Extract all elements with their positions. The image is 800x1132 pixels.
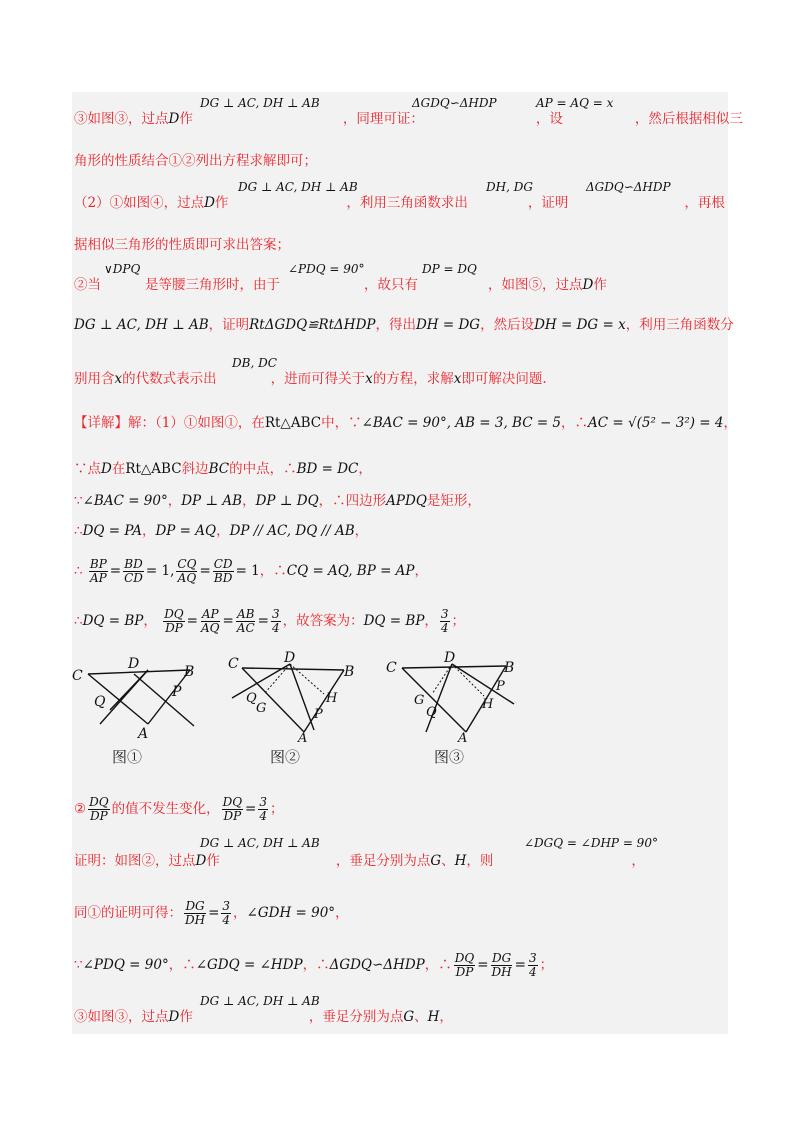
- text-line-7: 别用含x的代数式表示出 ，进而可得关于x的方程，求解x即可解决问题.: [74, 371, 547, 387]
- math-similar-2: ΔGDQ∽ΔHDP: [586, 180, 671, 194]
- math-angle-pdq: ∠PDQ = 90°: [288, 262, 365, 276]
- svg-text:B: B: [344, 664, 355, 680]
- svg-text:D: D: [128, 656, 140, 672]
- text-line-2: 角形的性质结合①②列出方程求解即可；: [74, 153, 317, 169]
- svg-text:Q: Q: [426, 705, 437, 720]
- text-line-8: 【详解】解：（1）①如图①，在Rt△ABC中，∵∠BAC = 90°, AB = 3, BC = 5，∴AC = √(5² − 3²) = 4，: [74, 415, 738, 431]
- math-perp-3: DG ⊥ AC, DH ⊥ AB: [200, 836, 320, 850]
- math-similar-1: ΔGDQ∽ΔHDP: [412, 96, 497, 110]
- text-line-3: （2）①如图④，过点D作 ，利用三角函数求出 ，证明 ，再根: [74, 195, 725, 211]
- figure-3-caption: 图③: [434, 748, 465, 766]
- math-triangle-dpq: ∨DPQ: [104, 262, 141, 276]
- svg-text:A: A: [458, 731, 468, 742]
- text-line-17: ∵∠PDQ = 90°，∴∠GDQ = ∠HDP，∴ΔGDQ∽ΔHDP，∴ $\frac{DQ}{DP}$ = $\frac{DG}{DH}$ = $\frac{3}{4}$ ；: [74, 951, 554, 979]
- text-line-14: ② $\frac{DQ}{DP}$ 的值不发生变化， $\frac{DQ}{DP}$ = $\frac{3}{4}$ ；: [74, 795, 284, 823]
- figure-2: [220, 650, 360, 742]
- text-line-12: ∴ $\frac{BP}{AP}$ = $\frac{BD}{CD}$ = 1, $\frac{CQ}{AQ}$ = $\frac{CD}{BD}$ = 1，∴CQ = AQ, BP = AP，: [74, 557, 429, 585]
- frac-cd-bd: $\frac{CD}{BD}$: [213, 557, 233, 585]
- text-line-5: ②当 是等腰三角形时，由于 ，故只有 ，如图⑤，过点D作: [74, 277, 607, 293]
- math-dp-dq: DP = DQ: [422, 262, 477, 276]
- math-db-dc: DB, DC: [232, 356, 277, 370]
- svg-text:C: C: [72, 668, 83, 684]
- text-line-1: ③如图③，过点D作 ，同理可证： ，设 ，然后根据相似三: [74, 111, 743, 127]
- math-perp-2: DG ⊥ AC, DH ⊥ AB: [238, 180, 358, 194]
- math-equal-1: AP = AQ = x: [536, 96, 614, 110]
- svg-text:H: H: [482, 697, 494, 712]
- text-line-9: ∵点D在Rt△ABC斜边BC的中点，∴BD = DC，: [74, 461, 372, 477]
- frac-bd-cd: $\frac{BD}{CD}$: [124, 557, 143, 585]
- frac-cq-aq: $\frac{CQ}{AQ}$: [177, 557, 197, 585]
- math-perp-1: DG ⊥ AC, DH ⊥ AB: [200, 96, 320, 110]
- figure-2-caption: 图②: [270, 748, 301, 766]
- svg-text:P: P: [314, 707, 323, 722]
- text-line-18: ③如图③，过点D作 ，垂足分别为点G、H，: [74, 1009, 453, 1025]
- svg-text:B: B: [504, 660, 515, 676]
- figure-1-caption: 图①: [112, 748, 143, 766]
- figure-3: [382, 650, 522, 742]
- math-right-angles: ∠DGQ = ∠DHP = 90°: [524, 836, 658, 850]
- text-line-13: ∴DQ = BP， $\frac{DQ}{DP}$ = $\frac{AP}{AQ}$ = $\frac{AB}{AC}$ = $\frac{3}{4}$ ，故答案为：DQ = BP， $\frac{3}{4}$ ；: [74, 607, 466, 635]
- text-line-4: 据相似三角形的性质即可求出答案；: [74, 237, 290, 253]
- text-line-6: DG ⊥ AC, DH ⊥ AB，证明RtΔGDQ≌RtΔHDP，得出DH = DG，然后设DH = DG = x，利用三角函数分: [74, 317, 734, 333]
- math-perp-4: DG ⊥ AC, DH ⊥ AB: [200, 994, 320, 1008]
- text-line-11: ∴DQ = PA，DP = AQ，DP // AC, DQ // AB，: [74, 523, 369, 539]
- svg-text:H: H: [326, 691, 338, 706]
- svg-text:G: G: [414, 693, 425, 708]
- svg-text:A: A: [138, 726, 149, 740]
- svg-text:G: G: [256, 701, 267, 716]
- svg-text:C: C: [386, 660, 397, 676]
- svg-text:P: P: [496, 679, 505, 694]
- svg-text:B: B: [184, 664, 195, 680]
- svg-text:P: P: [172, 684, 182, 700]
- svg-text:Q: Q: [94, 694, 106, 710]
- text-line-16: 同①的证明可得： $\frac{DG}{DH}$ = $\frac{3}{4}$ ，∠GDH = 90°，: [74, 899, 349, 927]
- text-line-15: 证明：如图②，过点D作 ，垂足分别为点G、H，则 ，: [74, 853, 645, 869]
- svg-text:Q: Q: [246, 691, 257, 706]
- svg-text:C: C: [228, 656, 239, 672]
- frac-bp-ap: $\frac{BP}{AP}$: [89, 557, 107, 585]
- math-dh-dg: DH, DG: [486, 180, 533, 194]
- svg-text:A: A: [298, 731, 308, 742]
- figure-1: [70, 654, 200, 740]
- svg-text:D: D: [444, 650, 456, 666]
- svg-text:D: D: [284, 650, 296, 666]
- text-line-10: ∵∠BAC = 90°，DP ⊥ AB，DP ⊥ DQ，∴四边形APDQ是矩形，: [74, 493, 481, 509]
